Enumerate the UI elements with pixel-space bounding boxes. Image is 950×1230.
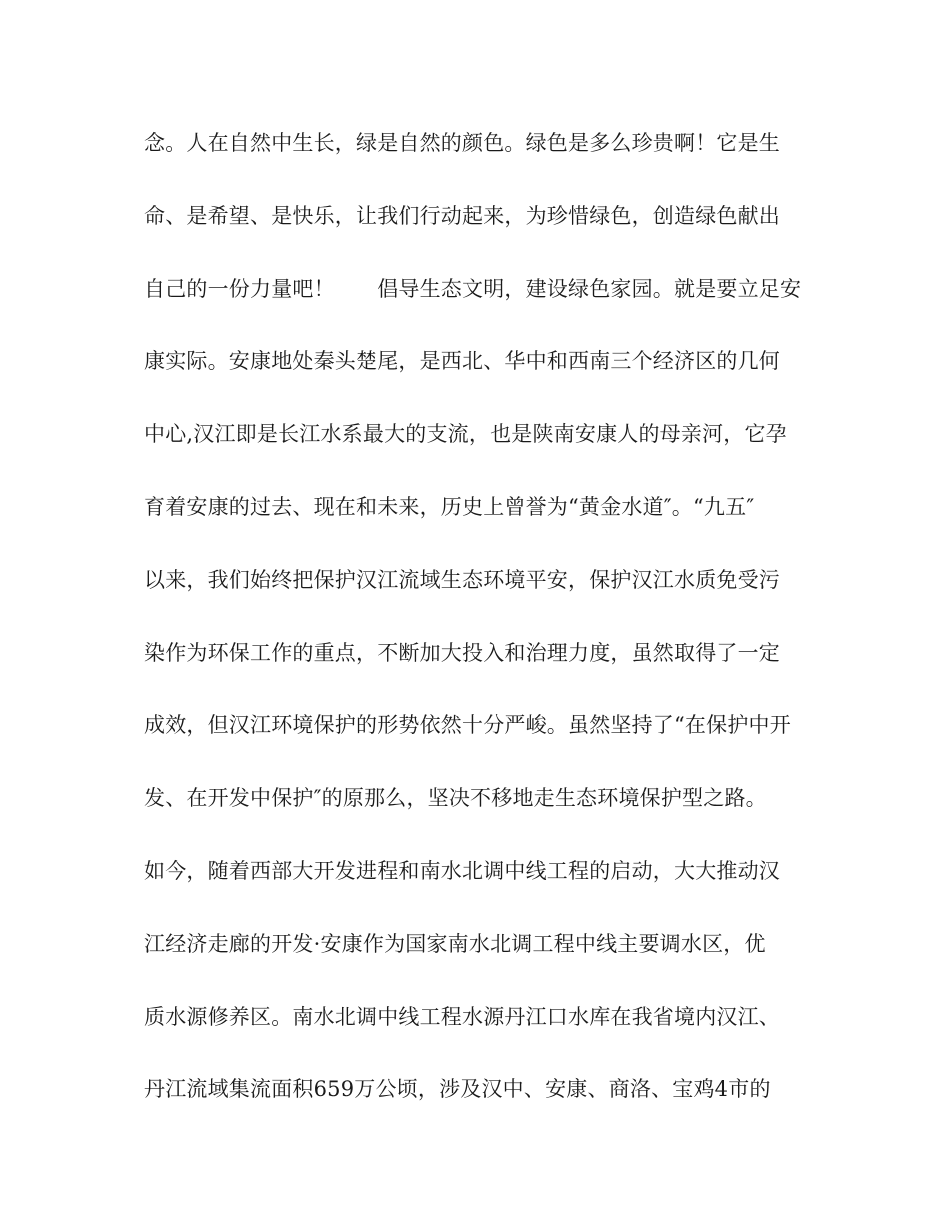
text-line-8: 染作为环保工作的重点，不断加大投入和治理力度，虽然取得了一定 <box>144 640 780 665</box>
text-line-11: 如今，随着西部大开发进程和南水北调中线工程的启动，大大推动汉 <box>144 858 780 883</box>
text-line-12: 江经济走廊的开发·安康作为国家南水北调工程中线主要调水区，优 <box>144 931 766 956</box>
text-line-3: 自己的一份力量吧！ 倡导生态文明，建设绿色家园。就是要立足安 <box>144 276 802 301</box>
text-line-10: 发、在开发中保护″的原那么，坚决不移地走生态环境保护型之路。 <box>144 786 767 811</box>
text-line-13: 质水源修养区。南水北调中线工程水源丹江口水库在我省境内汉江、 <box>144 1004 780 1029</box>
body-text <box>144 121 824 1140</box>
text-line-4: 康实际。安康地处秦头楚尾，是西北、华中和西南三个经济区的几何 <box>144 349 780 374</box>
text-line-2: 命、是希望、是快乐，让我们行动起来，为珍惜绿色，创造绿色献出 <box>144 203 780 228</box>
text-line-6: 育着安康的过去、现在和未来，历史上曾誉为“黄金水道″。“九五″ <box>144 494 755 519</box>
text-line-14: 丹江流域集流面积659万公顷，涉及汉中、安康、商洛、宝鸡4市的 <box>144 1077 771 1102</box>
text-line-5: 中心,汉江即是长江水系最大的支流，也是陕南安康人的母亲河，它孕 <box>144 422 787 447</box>
text-line-1: 念。人在自然中生长，绿是自然的颜色。绿色是多么珍贵啊！它是生 <box>144 131 780 155</box>
text-line-7: 以来，我们始终把保护汉江流域生态环境平安，保护汉江水质免受污 <box>144 567 780 592</box>
text-line-9: 成效，但汉江环境保护的形势依然十分严峻。虽然坚持了“在保护中开 <box>144 713 791 738</box>
